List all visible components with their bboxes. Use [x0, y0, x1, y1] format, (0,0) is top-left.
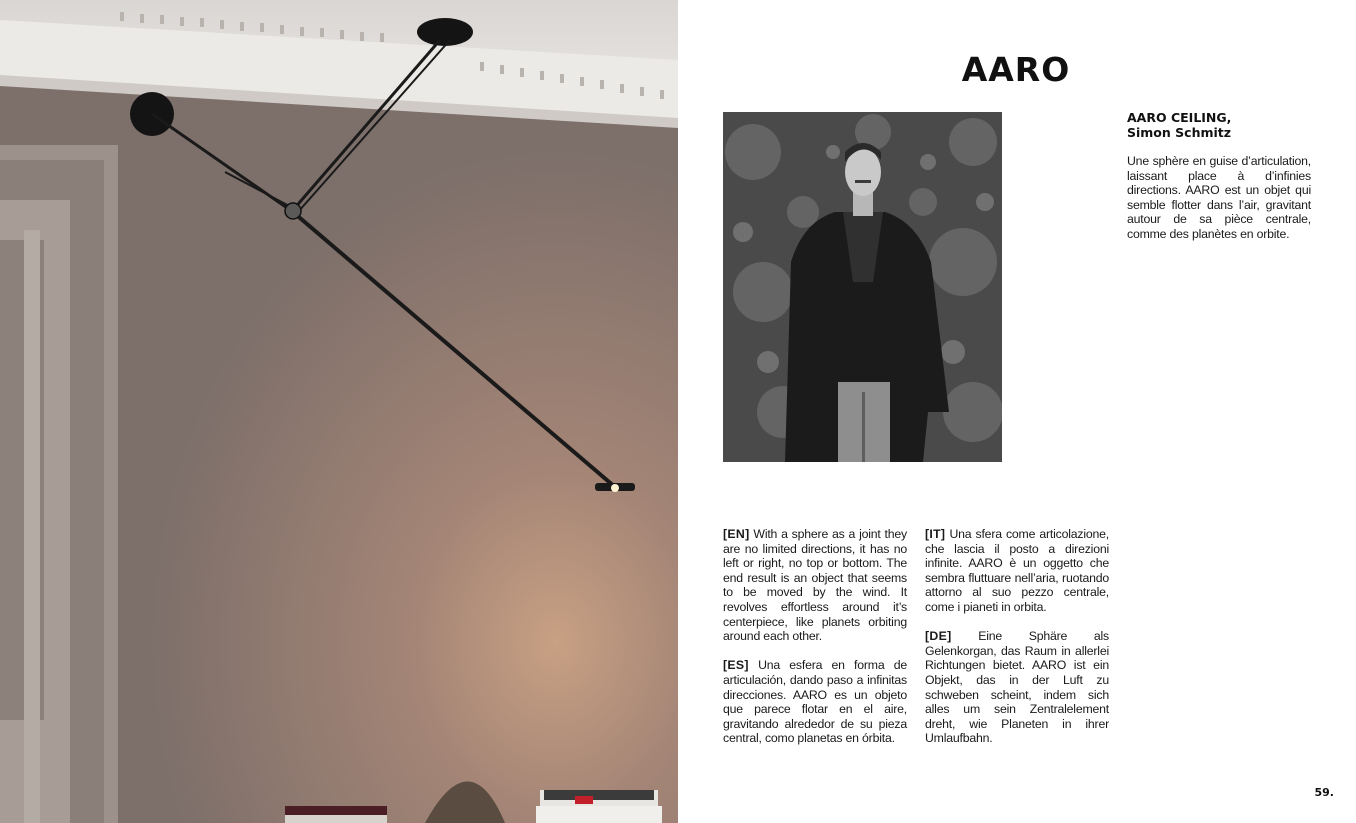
page-number: 59. — [1314, 786, 1334, 799]
lang-tag-es: [ES] — [723, 658, 749, 673]
lang-tag-en: [EN] — [723, 527, 750, 541]
description-es-text: Una esfera en forma de articulación, dando paso a infinitas direcciones. AARO es un objeto que parece flotar en el aire, gravitando alrededor de su pieza central, como planetas en órbita. — [723, 658, 908, 746]
designer-name: Simon Schmitz — [1127, 125, 1232, 140]
designer-portrait — [723, 112, 1002, 462]
description-es — [723, 658, 907, 746]
description-fr: Une sphère en guise d’articulation, laissant place à d’infinies directions. AARO est un objet qui semble flotter dans l’air, gravitant autour de sa pièce centrale, comme des planètes en orbite. — [1127, 154, 1311, 241]
product-heading — [1127, 110, 1327, 140]
description-it — [925, 527, 1109, 615]
description-de-text: Eine Sphäre als Gelenkorgan, das Raum in allerlei Richtungen bietet. AARO ist ein Objekt, das in der Luft zu schweben scheint, indem sich alles um sein Zentralelement dreht, wie Planeten in ihrer Umlaufbahn. — [925, 629, 1109, 746]
description-en — [723, 527, 907, 644]
description-de — [925, 629, 1109, 746]
lang-tag-it: [IT] — [925, 527, 946, 541]
description-column-right — [925, 527, 1109, 761]
description-column-left — [723, 527, 907, 761]
page-title: AARO — [961, 50, 1071, 89]
description-it-text: Una sfera come articolazione, che lascia il posto a direzioni infinite. AARO è un oggetto che sembra fluttuare nell’aria, ruotando attorno al suo pezzo centrale, come i pianeti in orbita. — [925, 527, 1110, 614]
lang-tag-de: [DE] — [925, 629, 952, 644]
description-en-text: With a sphere as a joint they are no limited directions, it has no left or right, no top or bottom. The end result is an object that seems to be moved by the wind. It revolves effortless around it’s centerpiece, like planets orbiting around each other. — [723, 527, 907, 644]
product-name: AARO CEILING, — [1127, 110, 1232, 125]
